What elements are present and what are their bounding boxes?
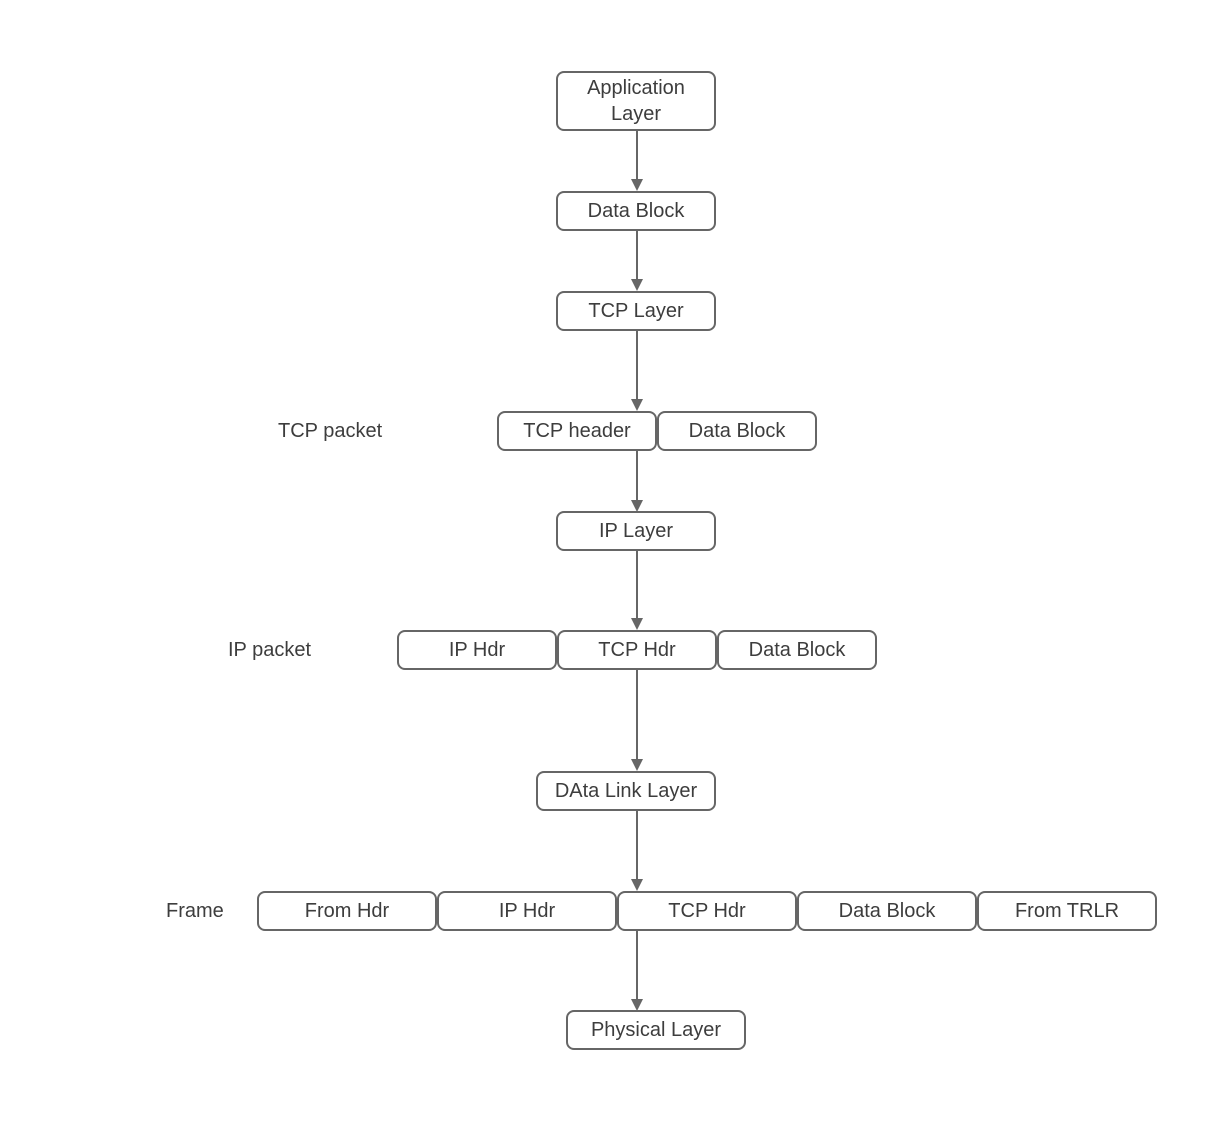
node-physical-layer-label: Physical Layer bbox=[590, 1019, 722, 1041]
node-physical-layer bbox=[566, 1010, 746, 1050]
arrow-iplayer-to-ippacket bbox=[631, 551, 643, 630]
node-tcp-layer-label: TCP Layer bbox=[588, 300, 684, 322]
arrow-application-to-datablock bbox=[631, 131, 643, 191]
node-ip-packet-data-block-label: Data Block bbox=[748, 639, 846, 661]
arrow-tcplayer-to-tcppacket bbox=[631, 331, 643, 411]
node-tcp-layer bbox=[556, 291, 716, 331]
label-ip-packet: IP packet bbox=[228, 639, 312, 661]
node-frame-from-hdr-label: From Hdr bbox=[304, 900, 390, 922]
arrow-datalink-to-frame bbox=[631, 811, 643, 891]
node-ip-layer-label: IP Layer bbox=[598, 520, 674, 542]
arrow-tcppacket-to-iplayer bbox=[631, 451, 643, 512]
node-ip-hdr-label: IP Hdr bbox=[448, 639, 506, 661]
node-data-link-layer-label: DAta Link Layer bbox=[554, 780, 698, 802]
node-data-block-top bbox=[556, 191, 716, 231]
label-frame: Frame bbox=[166, 900, 224, 922]
node-ip-packet-tcp-hdr-label: TCP Hdr bbox=[598, 639, 676, 661]
node-tcp-packet-data-block-label: Data Block bbox=[688, 420, 786, 442]
node-ip-layer bbox=[556, 511, 716, 551]
node-ip-hdr bbox=[397, 630, 557, 670]
node-application-layer bbox=[556, 71, 716, 131]
node-frame-ip-hdr-label: IP Hdr bbox=[498, 900, 556, 922]
node-frame-from-trlr bbox=[977, 891, 1157, 931]
node-application-layer-label: Application Layer bbox=[587, 77, 685, 125]
arrow-ippacket-to-datalink bbox=[631, 670, 643, 771]
node-tcp-packet-data-block bbox=[657, 411, 817, 451]
node-data-link-layer bbox=[536, 771, 716, 811]
node-frame-ip-hdr bbox=[437, 891, 617, 931]
node-frame-tcp-hdr bbox=[617, 891, 797, 931]
node-frame-from-hdr bbox=[257, 891, 437, 931]
node-data-block-top-label: Data Block bbox=[587, 200, 685, 222]
node-ip-packet-tcp-hdr bbox=[557, 630, 717, 670]
arrow-frame-to-physical bbox=[631, 931, 643, 1011]
node-ip-packet-data-block bbox=[717, 630, 877, 670]
node-tcp-header bbox=[497, 411, 657, 451]
node-frame-data-block bbox=[797, 891, 977, 931]
node-frame-tcp-hdr-label: TCP Hdr bbox=[668, 900, 746, 922]
node-tcp-header-label: TCP header bbox=[523, 420, 631, 442]
arrow-datablock-to-tcplayer bbox=[631, 231, 643, 291]
node-frame-data-block-label: Data Block bbox=[838, 900, 936, 922]
node-frame-from-trlr-label: From TRLR bbox=[1014, 900, 1120, 922]
label-tcp-packet: TCP packet bbox=[278, 420, 383, 442]
